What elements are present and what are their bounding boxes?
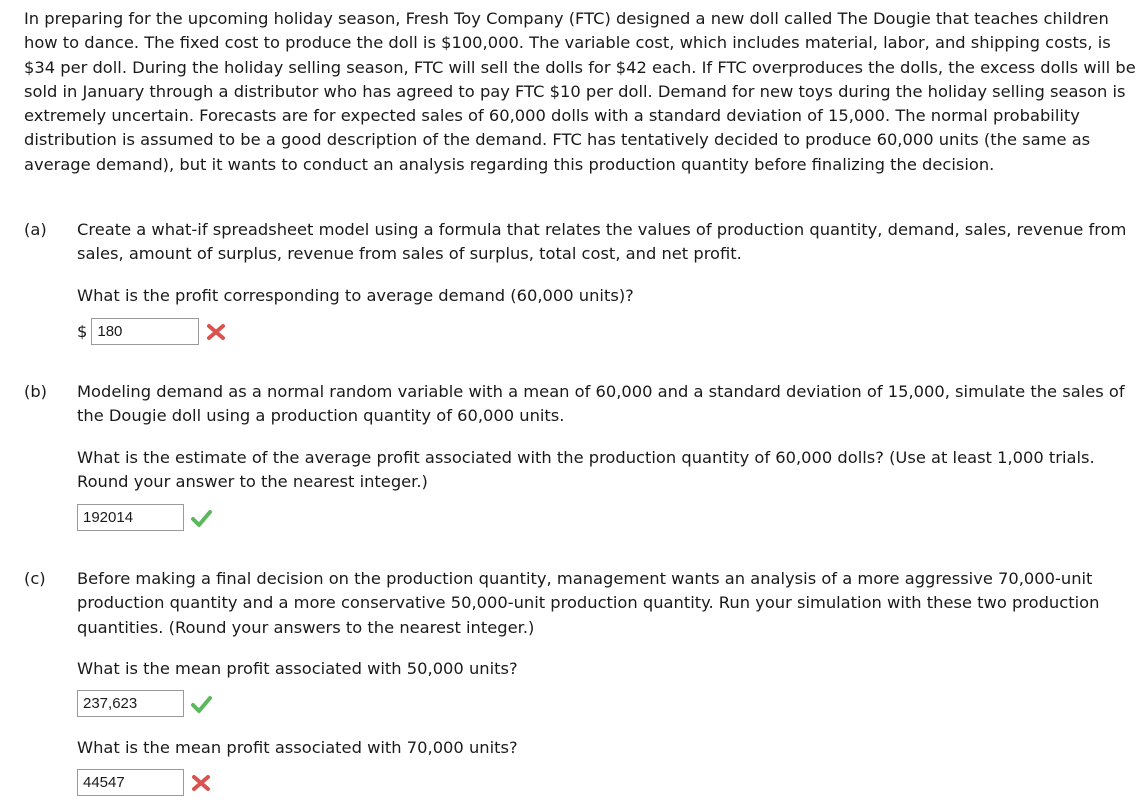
part-b-label: (b) (24, 382, 48, 401)
part-c-answer-input-1[interactable]: 237,623 (77, 690, 184, 717)
part-a-answer-row (77, 318, 227, 345)
part-c-question-2: What is the mean profit associated with 70,000 units? (77, 738, 518, 757)
problem-statement: In preparing for the upcoming holiday season, Fresh Toy Company (FTC) designed a new doll called The Dougie that teaches children how to dance. The fixed cost to produce the doll is $100,000. The variable cost, which includes material, labor, and shipping costs, is $34 per doll. During the holiday selling season, FTC will sell the dolls for $42 each. If FTC overproduces the dolls, the excess dolls will be sold in January through a distributor who has agreed to pay FTC $10 per doll. Demand for new toys during the holiday selling season is extremely uncertain. Forecasts are for expected sales of 60,000 dolls with a standard deviation of 15,000. The normal probability distribution is assumed to be a good description of the demand. FTC has tentatively decided to produce 60,000 units (the same as average demand), but it wants to conduct an analysis regarding this production quantity before finalizing the decision. (24, 9, 1136, 174)
part-a (24, 218, 1136, 267)
currency-symbol: $ (77, 322, 88, 341)
part-b-answer-input[interactable]: 192014 (77, 504, 184, 531)
incorrect-x-icon (205, 321, 227, 343)
part-c-answer-row-1 (77, 690, 212, 717)
part-c-question-1: What is the mean profit associated with 50,000 units? (77, 659, 518, 678)
incorrect-x-icon (190, 772, 212, 794)
part-a-label: (a) (24, 220, 47, 239)
part-c-text: Before making a final decision on the production quantity, management wants an analysis of a more aggressive 70,000-unit production quantity and a more conservative 50,000-unit production quantity. Run your simulation with these two production quantities. (Round your answers to the nearest integer.) (77, 569, 1100, 637)
part-b-answer-row (77, 504, 212, 531)
part-b-text: Modeling demand as a normal random variable with a mean of 60,000 and a standard deviation of 15,000, simulate the sales of the Dougie doll using a production quantity of 60,000 units. (77, 382, 1125, 426)
correct-check-icon (190, 693, 212, 715)
part-c-answer-row-2 (77, 769, 212, 796)
part-a-text: Create a what-if spreadsheet model using a formula that relates the values of production quantity, demand, sales, revenue from sales, amount of surplus, revenue from sales of surplus, total cost, and net profit. (77, 220, 1127, 264)
part-c-answer-input-2[interactable]: 44547 (77, 769, 184, 796)
part-c-label: (c) (24, 569, 46, 588)
correct-check-icon (190, 507, 212, 529)
part-b-question: What is the estimate of the average profit associated with the production quantity of 60,000 dolls? (Use at least 1,000 trials. Round your answer to the nearest integer.) (77, 448, 1095, 492)
part-a-answer-input[interactable]: 180 (91, 318, 199, 345)
part-a-question: What is the profit corresponding to average demand (60,000 units)? (77, 286, 634, 305)
part-c (24, 567, 1136, 640)
part-b (24, 380, 1136, 429)
